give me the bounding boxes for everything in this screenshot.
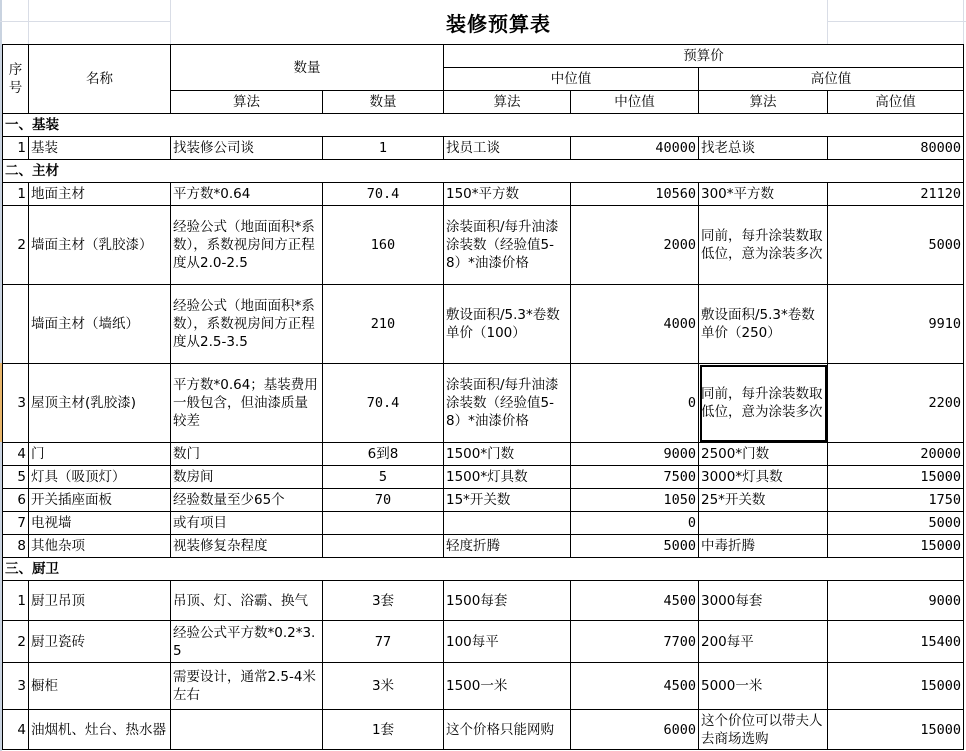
header-mid-group[interactable]: 中位值 — [444, 68, 699, 91]
table-row — [3, 443, 964, 466]
cell-seq[interactable]: 4 — [3, 710, 29, 750]
cell-name[interactable]: 厨卫瓷砖 — [29, 621, 171, 663]
cell-mid-method[interactable]: 1500每套 — [444, 581, 571, 621]
cell-name[interactable]: 橱柜 — [29, 663, 171, 710]
cell-mid[interactable]: 1050 — [571, 489, 699, 512]
header-high-group[interactable]: 高位值 — [699, 68, 964, 91]
cell-qty[interactable]: 70.4 — [323, 364, 444, 443]
table-row — [3, 535, 964, 558]
cell-seq[interactable]: 8 — [3, 535, 29, 558]
cell-seq[interactable]: 1 — [3, 137, 29, 160]
cell-name[interactable]: 地面主材 — [29, 183, 171, 206]
cell-high-method[interactable]: 找老总谈 — [699, 137, 828, 160]
cell-seq[interactable]: 7 — [3, 512, 29, 535]
cell-qty[interactable]: 210 — [323, 285, 444, 364]
cell-qty[interactable]: 3米 — [323, 663, 444, 710]
cell-high-method[interactable]: 敷设面积/5.3*卷数单价（250） — [699, 285, 828, 364]
cell-high-method[interactable]: 中毒折腾 — [699, 535, 828, 558]
header-high-method[interactable]: 算法 — [699, 91, 828, 114]
cell-seq[interactable]: 3 — [3, 663, 29, 710]
cell-high[interactable]: 15000 — [828, 535, 964, 558]
cell-mid[interactable]: 2000 — [571, 206, 699, 285]
cell-high[interactable]: 9000 — [828, 581, 964, 621]
cell-high-method[interactable]: 300*平方数 — [699, 183, 828, 206]
cell-seq[interactable]: 1 — [3, 183, 29, 206]
cell-name[interactable]: 灯具（吸顶灯） — [29, 466, 171, 489]
cell-mid[interactable]: 7500 — [571, 466, 699, 489]
header-quantity-value[interactable]: 数量 — [323, 91, 444, 114]
cell-name[interactable]: 厨卫吊顶 — [29, 581, 171, 621]
cell-qty[interactable]: 70.4 — [323, 183, 444, 206]
cell-qty-method[interactable]: 吊顶、灯、浴霸、换气 — [171, 581, 323, 621]
cell-qty[interactable]: 5 — [323, 466, 444, 489]
cell-qty[interactable]: 1套 — [323, 710, 444, 750]
cell-mid[interactable]: 0 — [571, 364, 699, 443]
cell-mid-method[interactable]: 1500*门数 — [444, 443, 571, 466]
cell-high[interactable]: 15000 — [828, 663, 964, 710]
cell-qty-method[interactable]: 经验数量至少65个 — [171, 489, 323, 512]
cell-qty-method[interactable]: 经验公式（地面面积*系数），系数视房间方正程度从2.5-3.5 — [171, 285, 323, 364]
cell-qty-method[interactable]: 经验公式（地面面积*系数），系数视房间方正程度从2.0-2.5 — [171, 206, 323, 285]
header-high-value[interactable]: 高位值 — [828, 91, 964, 114]
cell-name[interactable]: 油烟机、灶台、热水器 — [29, 710, 171, 750]
cell-mid[interactable]: 0 — [571, 512, 699, 535]
selected-cell-high-method[interactable]: 同前，每升涂装数取低位，意为涂装多次 — [699, 364, 828, 443]
cell-qty[interactable]: 70 — [323, 489, 444, 512]
gridline — [963, 0, 964, 44]
cell-qty[interactable] — [323, 512, 444, 535]
cell-mid-method[interactable]: 15*开关数 — [444, 489, 571, 512]
cell-high[interactable]: 15000 — [828, 710, 964, 750]
cell-mid-method[interactable]: 轻度折腾 — [444, 535, 571, 558]
cell-mid-method[interactable]: 150*平方数 — [444, 183, 571, 206]
cell-mid[interactable]: 4500 — [571, 581, 699, 621]
section-title[interactable]: 三、厨卫 — [3, 558, 964, 581]
cell-mid-method[interactable]: 涂装面积/每升油漆涂装数（经验值5-8）*油漆价格 — [444, 206, 571, 285]
cell-mid[interactable]: 6000 — [571, 710, 699, 750]
table-row — [3, 206, 964, 285]
cell-mid[interactable]: 40000 — [571, 137, 699, 160]
cell-high[interactable]: 1750 — [828, 489, 964, 512]
cell-seq[interactable]: 6 — [3, 489, 29, 512]
budget-table — [2, 44, 964, 750]
cell-name[interactable]: 墙面主材（乳胶漆） — [29, 206, 171, 285]
cell-seq[interactable]: 4 — [3, 443, 29, 466]
table-row — [3, 489, 964, 512]
cell-qty-method[interactable]: 需要设计，通常2.5-4米左右 — [171, 663, 323, 710]
table-row — [3, 581, 964, 621]
cell-high-method[interactable] — [699, 512, 828, 535]
cell-high-method[interactable]: 3000*灯具数 — [699, 466, 828, 489]
table-row — [3, 512, 964, 535]
section-title[interactable]: 一、基装 — [3, 114, 964, 137]
section-title[interactable]: 二、主材 — [3, 160, 964, 183]
cell-high-method[interactable]: 同前，每升涂装数取低位，意为涂装多次 — [699, 206, 828, 285]
table-row — [3, 663, 964, 710]
cell-seq[interactable] — [3, 285, 29, 364]
cell-mid[interactable]: 4000 — [571, 285, 699, 364]
table-row — [3, 183, 964, 206]
cell-qty[interactable]: 77 — [323, 621, 444, 663]
header-mid-method[interactable]: 算法 — [444, 91, 571, 114]
header-name[interactable]: 名称 — [29, 45, 171, 114]
cell-name[interactable]: 其他杂项 — [29, 535, 171, 558]
cell-name[interactable]: 开关插座面板 — [29, 489, 171, 512]
cell-high-method[interactable]: 2500*门数 — [699, 443, 828, 466]
table-row — [3, 137, 964, 160]
cell-qty-method[interactable]: 平方数*0.64 — [171, 183, 323, 206]
cell-mid-method[interactable]: 这个价格只能网购 — [444, 710, 571, 750]
cell-qty[interactable] — [323, 535, 444, 558]
cell-name[interactable]: 墙面主材（墙纸） — [29, 285, 171, 364]
cell-high-method[interactable]: 这个价位可以带夫人去商场选购 — [699, 710, 828, 750]
cell-high[interactable]: 15000 — [828, 466, 964, 489]
cell-seq[interactable]: 2 — [3, 206, 29, 285]
header-mid-value[interactable]: 中位值 — [571, 91, 699, 114]
cell-mid-method[interactable] — [444, 512, 571, 535]
cell-mid-method[interactable]: 涂装面积/每升油漆涂装数（经验值5-8）*油漆价格 — [444, 364, 571, 443]
cell-qty-method[interactable] — [171, 710, 323, 750]
cell-mid-method[interactable]: 找员工谈 — [444, 137, 571, 160]
cell-mid-method[interactable]: 1500一米 — [444, 663, 571, 710]
cell-high-method[interactable]: 3000每套 — [699, 581, 828, 621]
cell-high-method[interactable]: 25*开关数 — [699, 489, 828, 512]
table-row — [3, 364, 964, 443]
cell-seq[interactable]: 1 — [3, 581, 29, 621]
cell-seq[interactable]: 3 — [3, 364, 29, 443]
cell-mid[interactable]: 5000 — [571, 535, 699, 558]
cell-mid[interactable]: 4500 — [571, 663, 699, 710]
cell-qty-method[interactable]: 找装修公司谈 — [171, 137, 323, 160]
cell-qty[interactable]: 1 — [323, 137, 444, 160]
header-seq[interactable]: 序号 — [3, 45, 29, 114]
cell-mid-method[interactable]: 1500*灯具数 — [444, 466, 571, 489]
cell-mid[interactable]: 9000 — [571, 443, 699, 466]
table-row — [3, 285, 964, 364]
cell-mid-method[interactable]: 100每平 — [444, 621, 571, 663]
cell-high[interactable]: 21120 — [828, 183, 964, 206]
gridline — [28, 0, 29, 44]
cell-qty-method[interactable]: 或有项目 — [171, 512, 323, 535]
cell-high-method[interactable]: 5000一米 — [699, 663, 828, 710]
cell-name[interactable]: 基装 — [29, 137, 171, 160]
cell-high[interactable]: 80000 — [828, 137, 964, 160]
cell-name[interactable]: 电视墙 — [29, 512, 171, 535]
cell-mid[interactable]: 7700 — [571, 621, 699, 663]
cell-mid-method[interactable]: 敷设面积/5.3*卷数单价（100） — [444, 285, 571, 364]
cell-high[interactable]: 5000 — [828, 206, 964, 285]
cell-high-method[interactable]: 200每平 — [699, 621, 828, 663]
cell-qty-method[interactable]: 平方数*0.64；基装费用一般包含，但油漆质量较差 — [171, 364, 323, 443]
cell-high[interactable]: 5000 — [828, 512, 964, 535]
cell-seq[interactable]: 2 — [3, 621, 29, 663]
cell-high[interactable]: 9910 — [828, 285, 964, 364]
gridline — [827, 0, 828, 44]
cell-name[interactable]: 屋顶主材(乳胶漆) — [29, 364, 171, 443]
cell-high[interactable]: 2200 — [828, 364, 964, 443]
cell-name[interactable]: 门 — [29, 443, 171, 466]
cell-high[interactable]: 20000 — [828, 443, 964, 466]
table-row — [3, 466, 964, 489]
cell-high[interactable]: 15400 — [828, 621, 964, 663]
cell-qty-method[interactable]: 数房间 — [171, 466, 323, 489]
table-row — [3, 621, 964, 663]
sheet-title[interactable]: 装修预算表 — [446, 12, 551, 36]
header-quantity-group[interactable]: 数量 — [171, 45, 444, 91]
cell-qty[interactable]: 6到8 — [323, 443, 444, 466]
gridline — [0, 21, 170, 22]
table-row — [3, 710, 964, 750]
cell-qty[interactable]: 3套 — [323, 581, 444, 621]
cell-seq[interactable]: 5 — [3, 466, 29, 489]
gridline — [827, 21, 966, 22]
cell-qty-method[interactable]: 经验公式平方数*0.2*3.5 — [171, 621, 323, 663]
cell-qty-method[interactable]: 视装修复杂程度 — [171, 535, 323, 558]
cell-mid[interactable]: 10560 — [571, 183, 699, 206]
header-budget-group[interactable]: 预算价 — [444, 45, 964, 68]
cell-qty-method[interactable]: 数门 — [171, 443, 323, 466]
cell-qty[interactable]: 160 — [323, 206, 444, 285]
header-quantity-method[interactable]: 算法 — [171, 91, 323, 114]
